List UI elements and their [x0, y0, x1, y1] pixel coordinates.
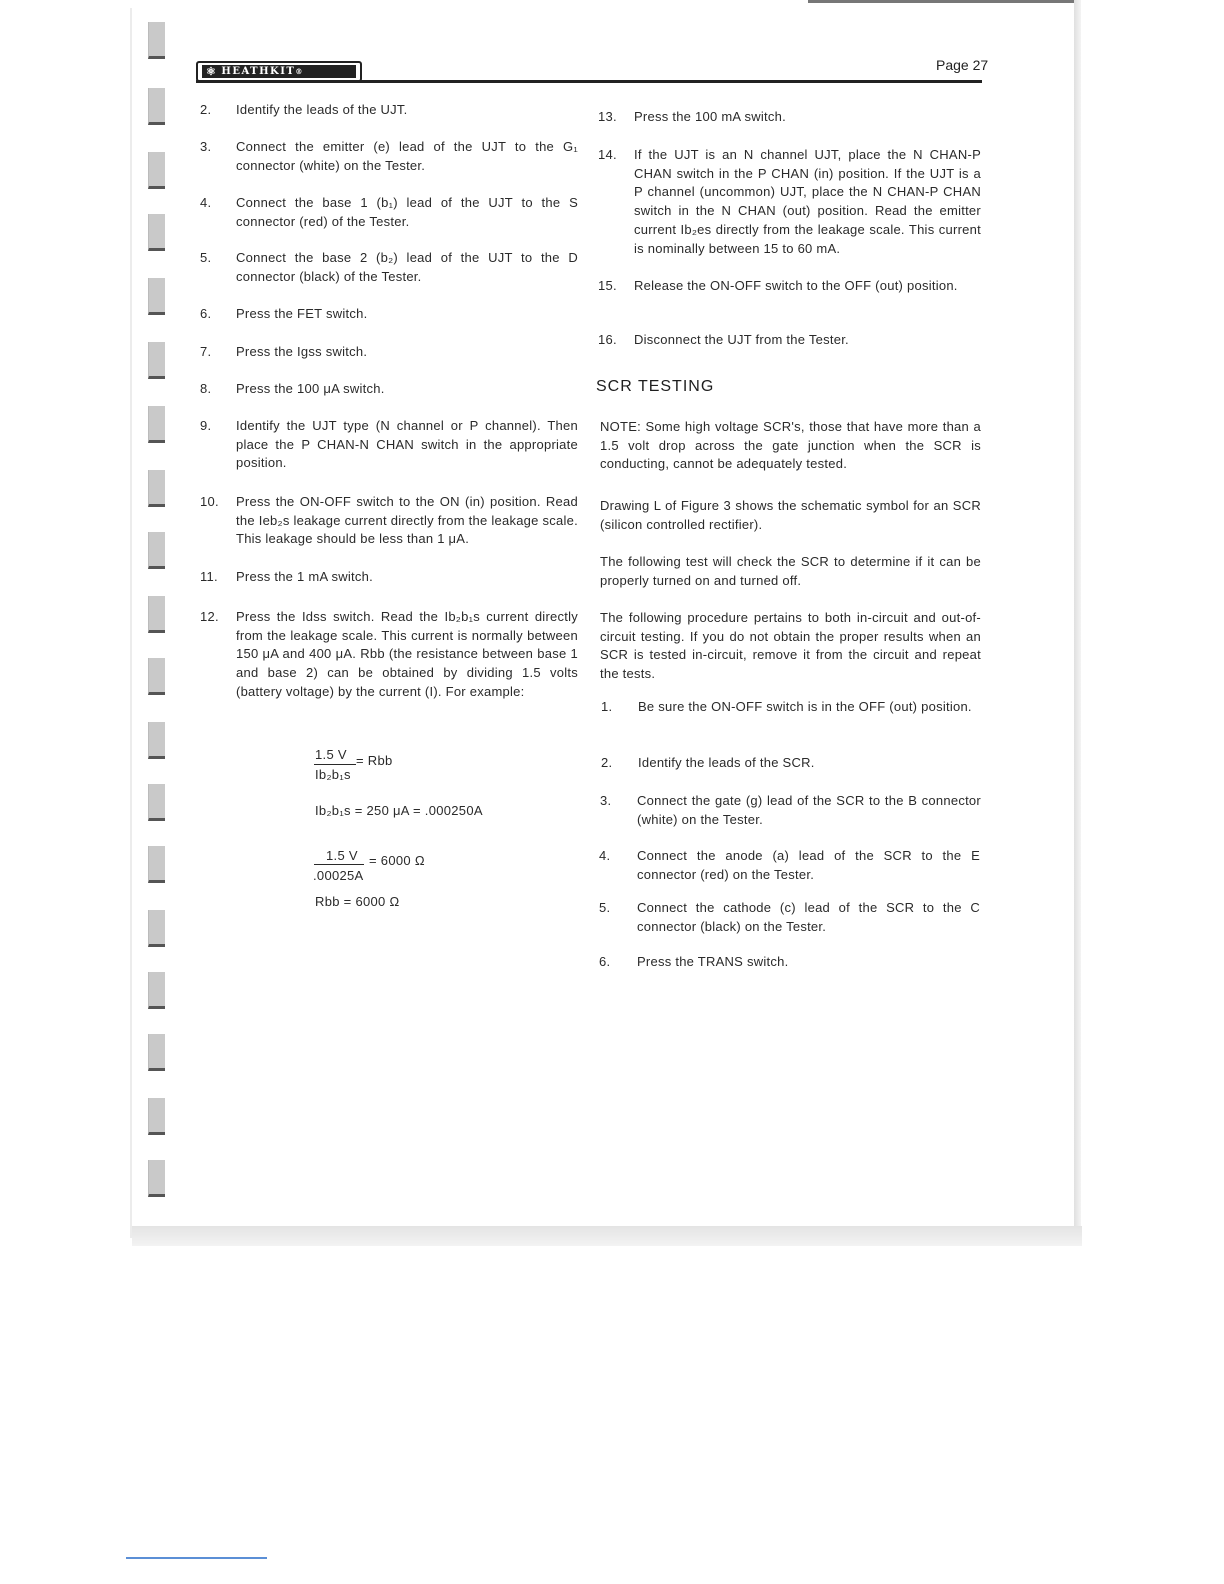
formula-numerator: 1.5 V	[315, 747, 347, 762]
step-number: 5.	[599, 900, 611, 915]
binding-hole	[148, 214, 165, 251]
binding-hole	[148, 278, 165, 315]
step-number: 11.	[200, 569, 218, 584]
page-edge	[1074, 0, 1081, 1240]
step-text: Identify the leads of the SCR.	[638, 755, 815, 770]
step-number: 3.	[600, 793, 612, 808]
binding-hole	[148, 406, 165, 443]
step-number: 15.	[598, 278, 617, 293]
formula-result: = 6000 Ω	[369, 853, 425, 868]
page-number: Page 27	[936, 57, 989, 73]
paragraph: Drawing L of Figure 3 shows the schematic symbol for an SCR (silicon controlled rectifier).	[600, 498, 981, 532]
step-text: Identify the leads of the UJT.	[236, 102, 408, 117]
step-number: 16.	[598, 332, 617, 347]
formula-line: Ib₂b₁s = 250 μA = .000250A	[315, 803, 483, 818]
step-text: Press the 100 mA switch.	[634, 109, 786, 124]
paragraph: The following test will check the SCR to determine if it can be properly turned on and turned off.	[600, 554, 981, 588]
step-number: 1.	[601, 699, 613, 714]
step-text: Press the Idss switch. Read the Ib₂b₁s current directly from the leakage scale. This current is normally between 150 μA and 400 μA. Rbb (the resistance between base 1 and base 2) can be obtained by dividing 1.5 volts (battery voltage) by the current (I). For example:	[236, 609, 578, 699]
binding-hole	[148, 910, 165, 947]
paragraph: The following procedure pertains to both in-circuit and out-of-circuit testing. If you do not obtain the proper results when an SCR is tested in-circuit, remove it from the circuit and repeat the tests.	[600, 610, 981, 682]
binding-hole	[148, 532, 165, 569]
page-edge	[808, 0, 1078, 3]
binding-hole	[148, 22, 165, 59]
binding-hole	[148, 470, 165, 507]
step-text: Press the 1 mA switch.	[236, 569, 373, 584]
formula-numerator: 1.5 V	[326, 848, 358, 863]
step-number: 4.	[200, 195, 212, 210]
step-text: Connect the base 2 (b₂) lead of the UJT to the D connector (black) of the Tester.	[236, 250, 578, 284]
binding-hole	[148, 596, 165, 633]
binding-hole	[148, 1160, 165, 1197]
step-number: 6.	[200, 306, 212, 321]
step-text: Connect the base 1 (b₁) lead of the UJT to the S connector (red) of the Tester.	[236, 195, 578, 229]
fraction-bar	[314, 764, 356, 765]
step-number: 12.	[200, 609, 219, 624]
step-text: Connect the emitter (e) lead of the UJT to the G₁ connector (white) on the Tester.	[236, 139, 578, 173]
scan-edge-line	[126, 1557, 267, 1559]
formula-line: Rbb = 6000 Ω	[315, 894, 400, 909]
step-text: Be sure the ON-OFF switch is in the OFF (out) position.	[638, 699, 972, 714]
step-number: 9.	[200, 418, 212, 433]
step-number: 3.	[200, 139, 212, 154]
step-number: 6.	[599, 954, 611, 969]
step-number: 2.	[601, 755, 613, 770]
step-text: Press the FET switch.	[236, 306, 368, 321]
binding-hole	[148, 342, 165, 379]
step-text: If the UJT is an N channel UJT, place the N CHAN-P CHAN switch in the P CHAN (in) position. If the UJT is a P channel (uncommon) UJT, place the N CHAN-P CHAN switch in the N CHAN (out) position. Read the emitter current Ib₂es directly from the leakage scale. This current is nominally between 15 to 60 mA.	[634, 147, 981, 256]
binding-hole	[148, 88, 165, 125]
heathkit-logo	[196, 61, 362, 82]
step-number: 4.	[599, 848, 611, 863]
step-text: Press the TRANS switch.	[637, 954, 789, 969]
binding-hole	[148, 784, 165, 821]
binding-hole	[148, 972, 165, 1009]
binding-hole	[148, 846, 165, 883]
binding-hole	[148, 1034, 165, 1071]
fraction-bar	[314, 864, 364, 865]
atom-icon: ⚛	[206, 65, 218, 78]
step-text: Disconnect the UJT from the Tester.	[634, 332, 849, 347]
step-text: Connect the gate (g) lead of the SCR to the B connector (white) on the Tester.	[637, 793, 981, 827]
step-text: Press the Igss switch.	[236, 344, 368, 359]
step-number: 5.	[200, 250, 212, 265]
step-number: 13.	[598, 109, 617, 124]
binding-hole	[148, 152, 165, 189]
binding-hole	[148, 722, 165, 759]
step-number: 14.	[598, 147, 617, 162]
formula-result: = Rbb	[356, 753, 393, 768]
formula-denominator: Ib₂b₁s	[315, 767, 351, 782]
step-text: Press the ON-OFF switch to the ON (in) position. Read the Ieb₂s leakage current directly from the leakage scale. This leakage should be less than 1 μA.	[236, 494, 578, 547]
step-number: 10.	[200, 494, 219, 509]
logo-registered-mark: ®	[295, 67, 304, 76]
step-number: 8.	[200, 381, 212, 396]
logo-text: HEATHKIT	[221, 66, 296, 77]
note-paragraph: NOTE: Some high voltage SCR's, those that have more than a 1.5 volt drop across the gate junction when the SCR is conducting, cannot be adequately tested.	[600, 419, 981, 472]
formula-denominator: .00025A	[313, 868, 364, 883]
binding-hole	[148, 658, 165, 695]
step-text: Release the ON-OFF switch to the OFF (out) position.	[634, 278, 958, 293]
section-heading: SCR TESTING	[596, 378, 715, 395]
step-number: 7.	[200, 344, 212, 359]
page-edge	[130, 8, 132, 1238]
step-text: Press the 100 μA switch.	[236, 381, 385, 396]
page-shadow	[132, 1226, 1082, 1246]
step-number: 2.	[200, 102, 212, 117]
binding-hole	[148, 1098, 165, 1135]
step-text: Identify the UJT type (N channel or P channel). Then place the P CHAN-N CHAN switch in the appropriate position.	[236, 418, 578, 471]
step-text: Connect the cathode (c) lead of the SCR to the C connector (black) on the Tester.	[637, 900, 980, 934]
step-text: Connect the anode (a) lead of the SCR to the E connector (red) on the Tester.	[637, 848, 980, 882]
